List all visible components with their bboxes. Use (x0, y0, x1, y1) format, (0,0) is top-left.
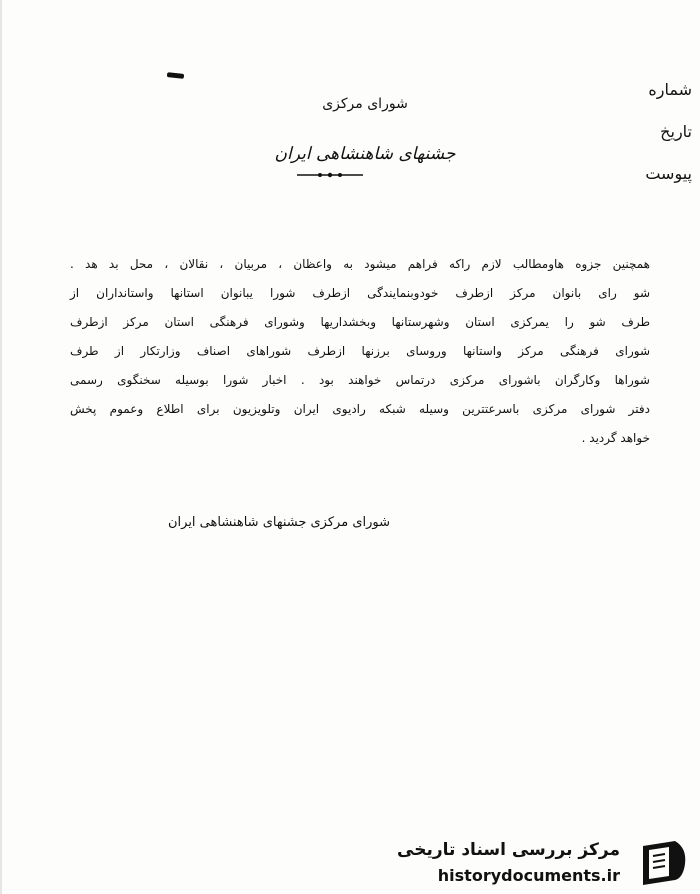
date-label: تاریخ (660, 122, 692, 141)
body-line: دفتر شورای مرکزی باسرعتترین وسیله شبکه رادیوی ایران وتلویزیون برای اطلاع وعموم پخش (70, 402, 650, 416)
letter-body (70, 250, 650, 453)
body-line: خواهد گردید . (581, 431, 650, 445)
body-line: همچنین جزوه هاومطالب لازم راکه فراهم میشود به واعظان ، مربیان ، نقالان ، محل بد هد . (70, 257, 650, 271)
body-line: شوراها وکارگران باشورای مرکزی درتماس خواهند بود . اخبار شورا بوسیله سخنگوی رسمی (70, 373, 650, 387)
watermark-url: historydocuments.ir (437, 866, 620, 885)
watermark-title: مرکز بررسی اسناد تاریخی (397, 840, 620, 860)
body-line: شورای فرهنگی مرکز واستانها وروسای برزنها ازطرف شوراهای اصناف وزارتکار از طرف (70, 344, 650, 358)
council-title: شورای مرکزی (322, 96, 408, 112)
celebrations-title: جشنهای شاهنشاهی ایران (274, 144, 456, 164)
body-line: شو رای بانوان مرکز ازطرف خودوبنمایندگی ازطرف شورا یبانوان استانها واستانداران از (70, 286, 650, 300)
ink-mark (167, 72, 184, 79)
body-line: طرف شو را یمرکزی استان وشهرستانها وبخشداریها وشورای فرهنگی استان مرکز ازطرف (70, 315, 650, 329)
number-label: شماره (648, 80, 692, 99)
page-edge (0, 0, 2, 894)
archive-logo-icon (635, 838, 690, 888)
ornament-divider (295, 170, 365, 180)
attachment-label: پیوست (645, 164, 692, 183)
signature-line: شورای مرکزی جشنهای شاهنشاهی ایران (167, 515, 390, 530)
